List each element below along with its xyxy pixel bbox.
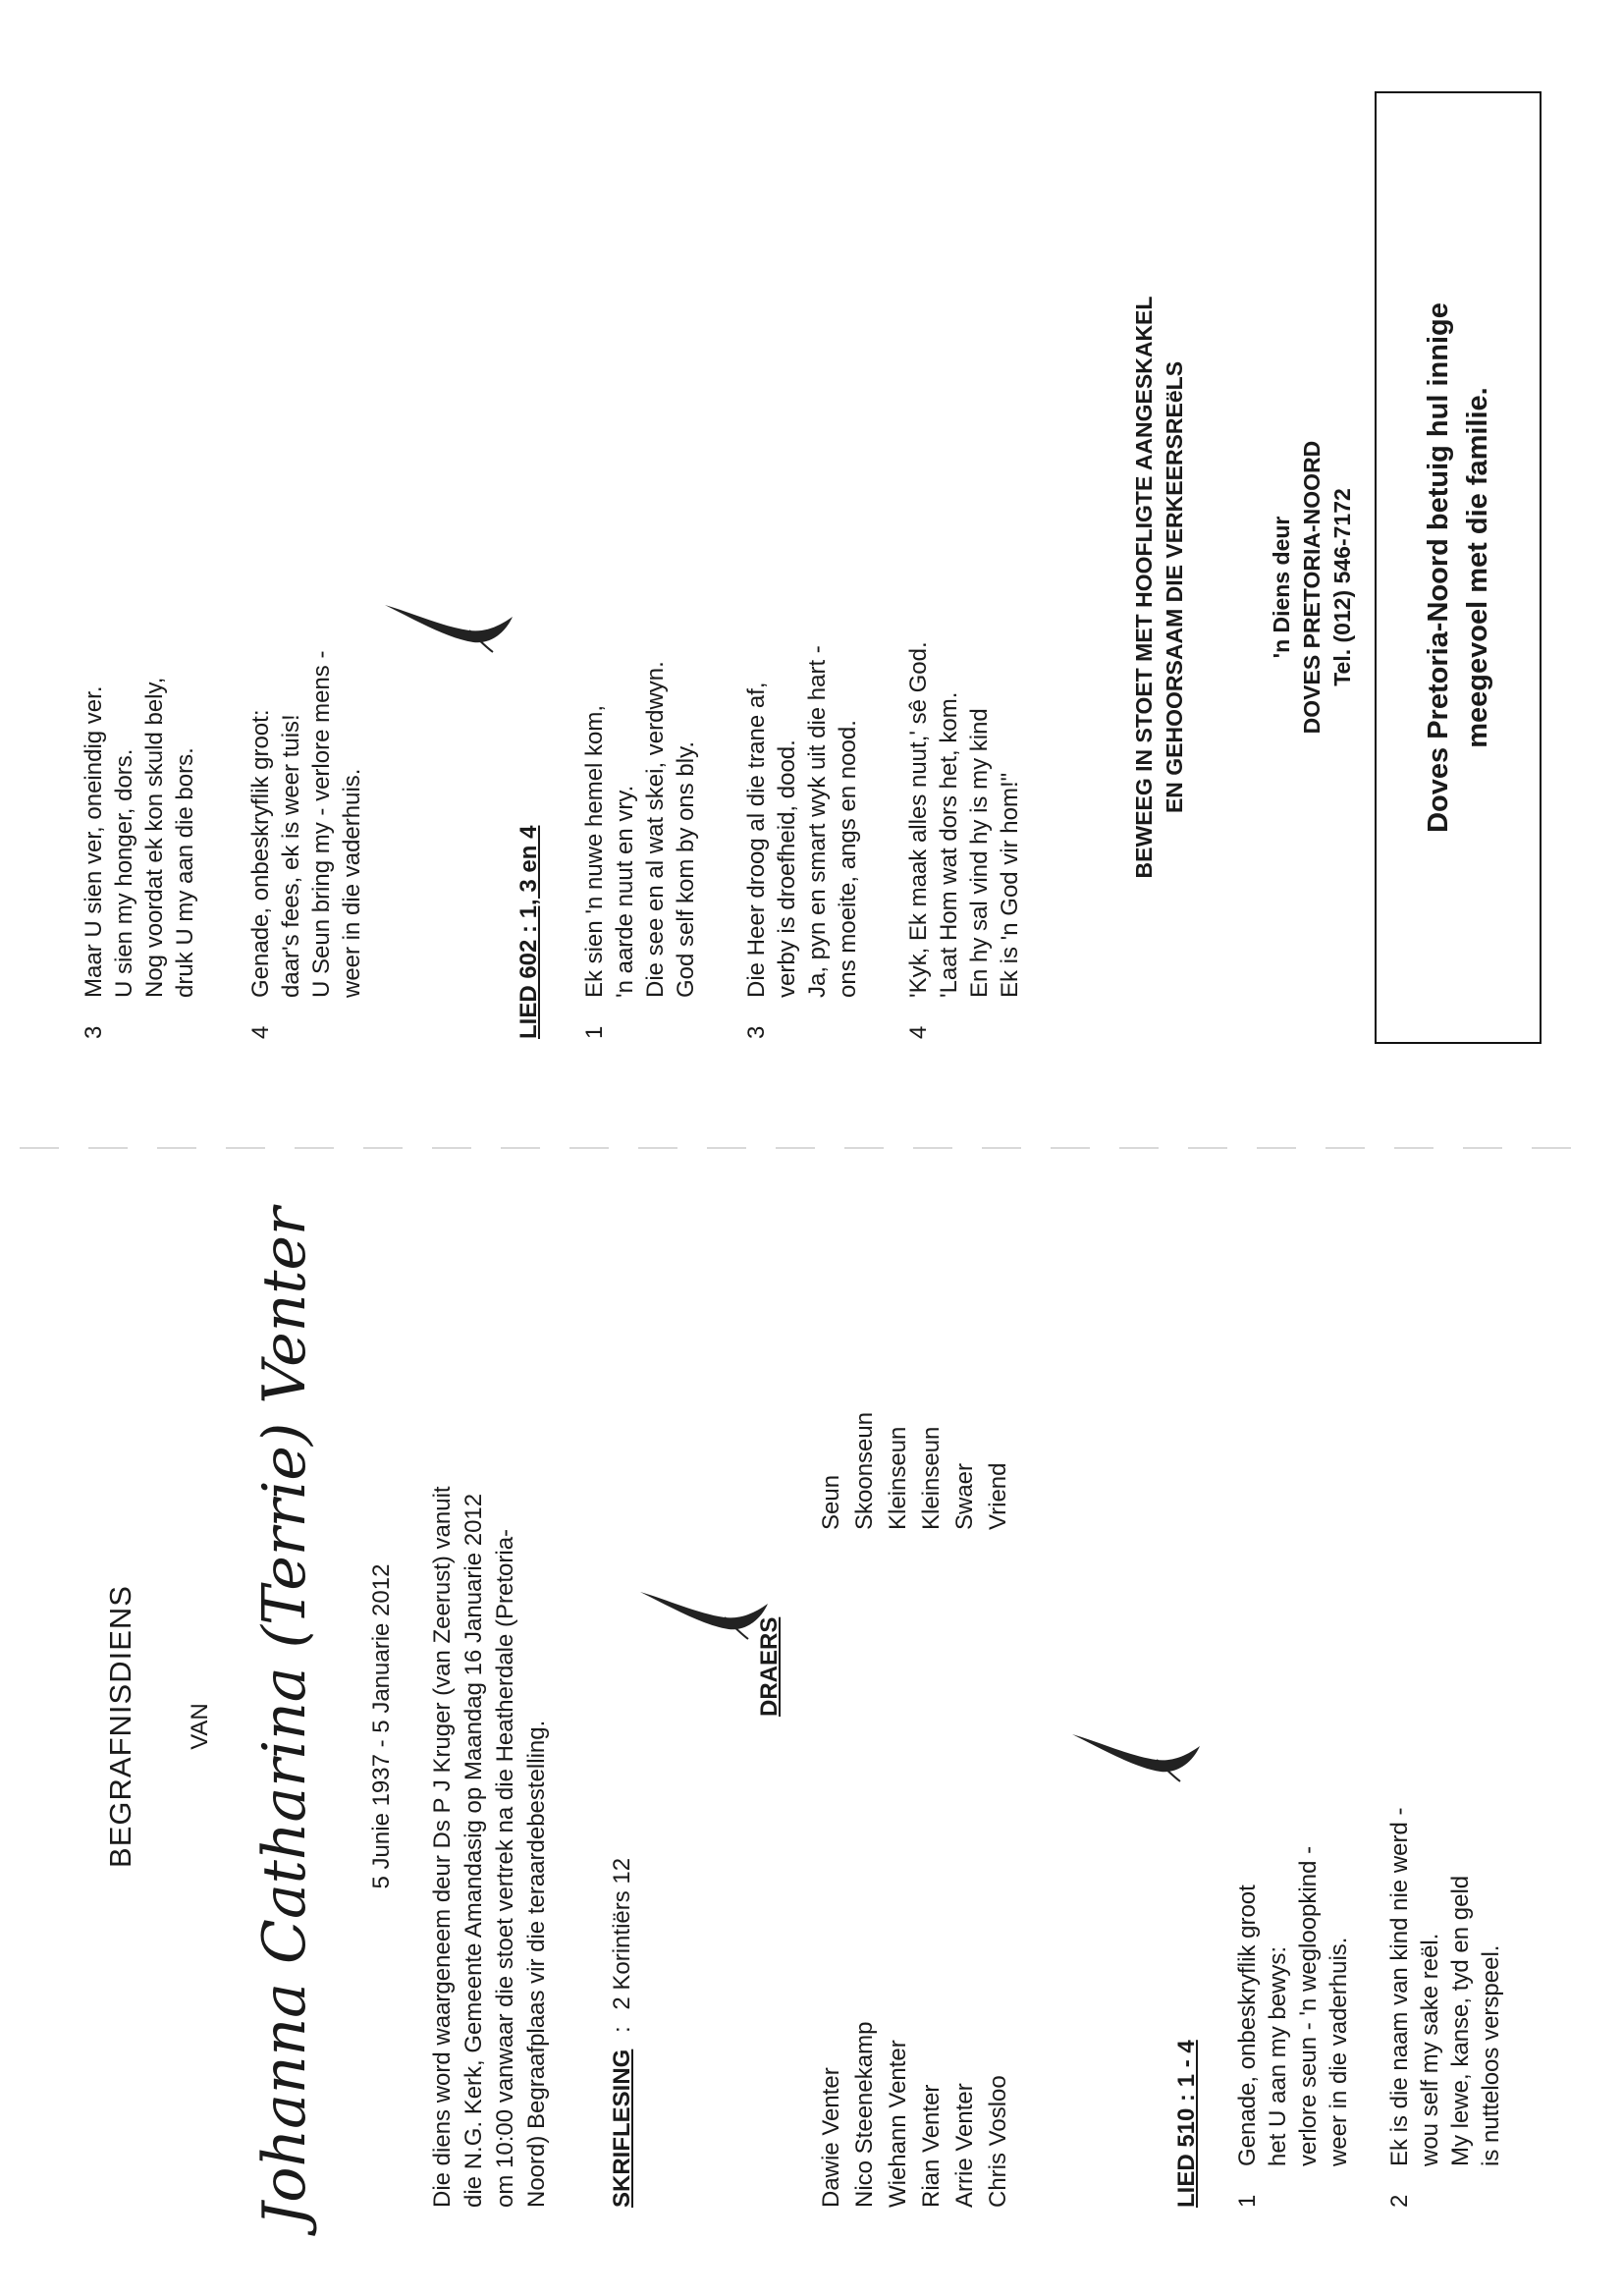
verse-line: Ja, pyn en smart wyk uit die hart - <box>804 645 831 998</box>
scripture-separator: : <box>609 2026 635 2033</box>
service-line: Die diens word waargeneem deur Ds P J Kruger (van Zeerust) vanuit <box>429 1486 456 2208</box>
pallbearer-relation: Kleinseun <box>885 1426 911 1530</box>
verse-line: Ek is die naam van kind nie werd - <box>1386 1807 1413 2166</box>
verse-line: weer in die vaderhuis. <box>339 768 365 998</box>
verse-number: 3 <box>743 1025 770 1039</box>
verse-line: Genade, onbeskryflik groot: <box>247 709 274 998</box>
verse-line: 'Laat Hom wat dors het, kom. <box>936 691 962 998</box>
verse-line: weer in die vaderhuis. <box>1325 1937 1352 2166</box>
life-dates: 5 Junie 1937 - 5 Januarie 2012 <box>368 1563 395 1889</box>
pallbearer-relation: Vriend <box>985 1462 1011 1530</box>
verse-line: U sien my honger, dors. <box>111 748 137 998</box>
pallbearer-name: Nico Steenekamp <box>851 2021 878 2208</box>
pallbearer-names <box>815 2022 1015 2208</box>
hymn-510-verse-1 <box>1232 1846 1354 2208</box>
service-line: om 10:00 vanwaar die stoet vertrek na die Heatherdale (Pretoria- <box>492 1528 518 2208</box>
scripture-reference: 2 Korintiërs 12 <box>609 1857 635 2010</box>
verse-line: Genade, onbeskryflik groot <box>1234 1885 1261 2166</box>
service-line: Noord) Begraafplaas vir die teraardebestelling. <box>523 1720 550 2208</box>
verse-line: ons moeite, angs en nood. <box>835 720 861 998</box>
pallbearer-name: Rian Venter <box>918 2084 945 2208</box>
verse-number: 3 <box>81 1025 107 1039</box>
pallbearer-relation: Skoonseun <box>851 1411 878 1530</box>
hymn-602-verse-3 <box>741 645 863 1039</box>
verse-line: My lewe, kanse, tyd en geld <box>1447 1875 1474 2166</box>
hymn-602-verse-1 <box>579 661 701 1039</box>
scripture-reading <box>609 1858 636 2208</box>
sympathy-box <box>1375 91 1542 1044</box>
pallbearer-name: Dawie Venter <box>818 2067 844 2208</box>
verse-line: daar's fees, ek is weer tuis! <box>278 714 304 998</box>
verse-line: Maar U sien ver, oneindig ver. <box>81 685 107 998</box>
service-details <box>427 1216 553 2208</box>
verse-number: 2 <box>1386 2194 1413 2208</box>
verse-number: 4 <box>905 1025 932 1039</box>
quill-flourish-icon <box>1070 1726 1208 1785</box>
verse-line: Die see en al wat skei, verdwyn. <box>642 661 669 998</box>
verse-line: 'Kyk, Ek maak alles nuut,' sê God. <box>905 641 932 998</box>
pallbearer-relations <box>815 1412 1015 1530</box>
scripture-label: SKRIFLESING <box>609 2049 635 2208</box>
quill-flourish-icon <box>383 597 520 656</box>
verse-line: is nutteloos verspeel. <box>1478 1944 1504 2166</box>
undertaker-phone: Tel. (012) 546-7172 <box>1329 488 1355 686</box>
pallbearer-relation: Swaer <box>951 1462 978 1530</box>
verse-line: het U aan my bewys: <box>1265 1945 1291 2166</box>
undertaker-name: DOVES PRETORIA-NOORD <box>1299 440 1325 735</box>
hymn-510-verse-3 <box>79 678 200 1039</box>
deceased-name: Johanna Catharina (Terrie) Venter <box>250 1207 319 2226</box>
verse-line: God self kom by ons bly. <box>673 741 699 998</box>
verse-number: 1 <box>581 1025 608 1039</box>
verse-line: U Seun bring my - verlore mens - <box>308 650 335 998</box>
hymn-602-verse-4 <box>903 641 1025 1039</box>
verse-line: 'n aarde nuut en vry. <box>612 785 638 998</box>
verse-line: Ek sien 'n nuwe hemel kom, <box>581 704 608 998</box>
verse-line: verlore seun - 'n wegloopkind - <box>1295 1845 1322 2166</box>
verse-number: 1 <box>1234 2194 1261 2208</box>
verse-line: Nog voordat ek kon skuld bely, <box>141 677 168 998</box>
hymn-510-verse-2 <box>1384 1807 1506 2208</box>
verse-line: verby is droefheid, dood. <box>774 739 800 998</box>
hymn-510-verse-4 <box>245 651 367 1039</box>
hymn-602-heading: LIED 602 : 1, 3 en 4 <box>515 825 542 1039</box>
sympathy-line: meegevoel met die familie. <box>1462 387 1493 748</box>
undertaker-info <box>1267 293 1358 882</box>
verse-line: druk U my aan die bors. <box>172 747 198 998</box>
service-by-label: 'n Diens deur <box>1269 516 1294 659</box>
service-line: die N.G. Kerk, Gemeente Amandasig op Maandag 16 Januarie 2012 <box>460 1493 487 2208</box>
procession-notice <box>1129 293 1190 882</box>
program-van: VAN <box>187 1703 213 1750</box>
pallbearers-heading: DRAERS <box>756 1616 783 1717</box>
fold-line <box>20 1147 1600 1149</box>
verse-number: 4 <box>247 1025 274 1039</box>
verse-line: Ek is 'n God vir hom!" <box>997 772 1023 998</box>
pallbearer-name: Arrie Venter <box>951 2083 978 2208</box>
sympathy-line: Doves Pretoria-Noord betuig hul innige <box>1423 302 1454 833</box>
notice-line: BEWEEG IN STOET MET HOOFLIGTE AANGESKAKEL <box>1131 296 1157 879</box>
hymn-510-heading: LIED 510 : 1 - 4 <box>1173 2040 1200 2208</box>
pallbearer-name: Chris Vosloo <box>985 2075 1011 2208</box>
pallbearer-relation: Kleinseun <box>918 1426 945 1530</box>
program-title: BEGRAFNISDIENS <box>103 1585 137 1868</box>
verse-line: wou self my sake reël. <box>1417 1933 1443 2166</box>
verse-line: Die Heer droog al die trane af, <box>743 682 770 998</box>
notice-line: EN GEHOORSAAM DIE VERKEERSREëLS <box>1162 360 1187 814</box>
pallbearer-name: Wiehann Venter <box>885 2040 911 2208</box>
verse-line: En hy sal vind hy is my kind <box>966 708 993 998</box>
pallbearer-relation: Seun <box>818 1474 844 1530</box>
quill-flourish-icon <box>638 1584 776 1643</box>
